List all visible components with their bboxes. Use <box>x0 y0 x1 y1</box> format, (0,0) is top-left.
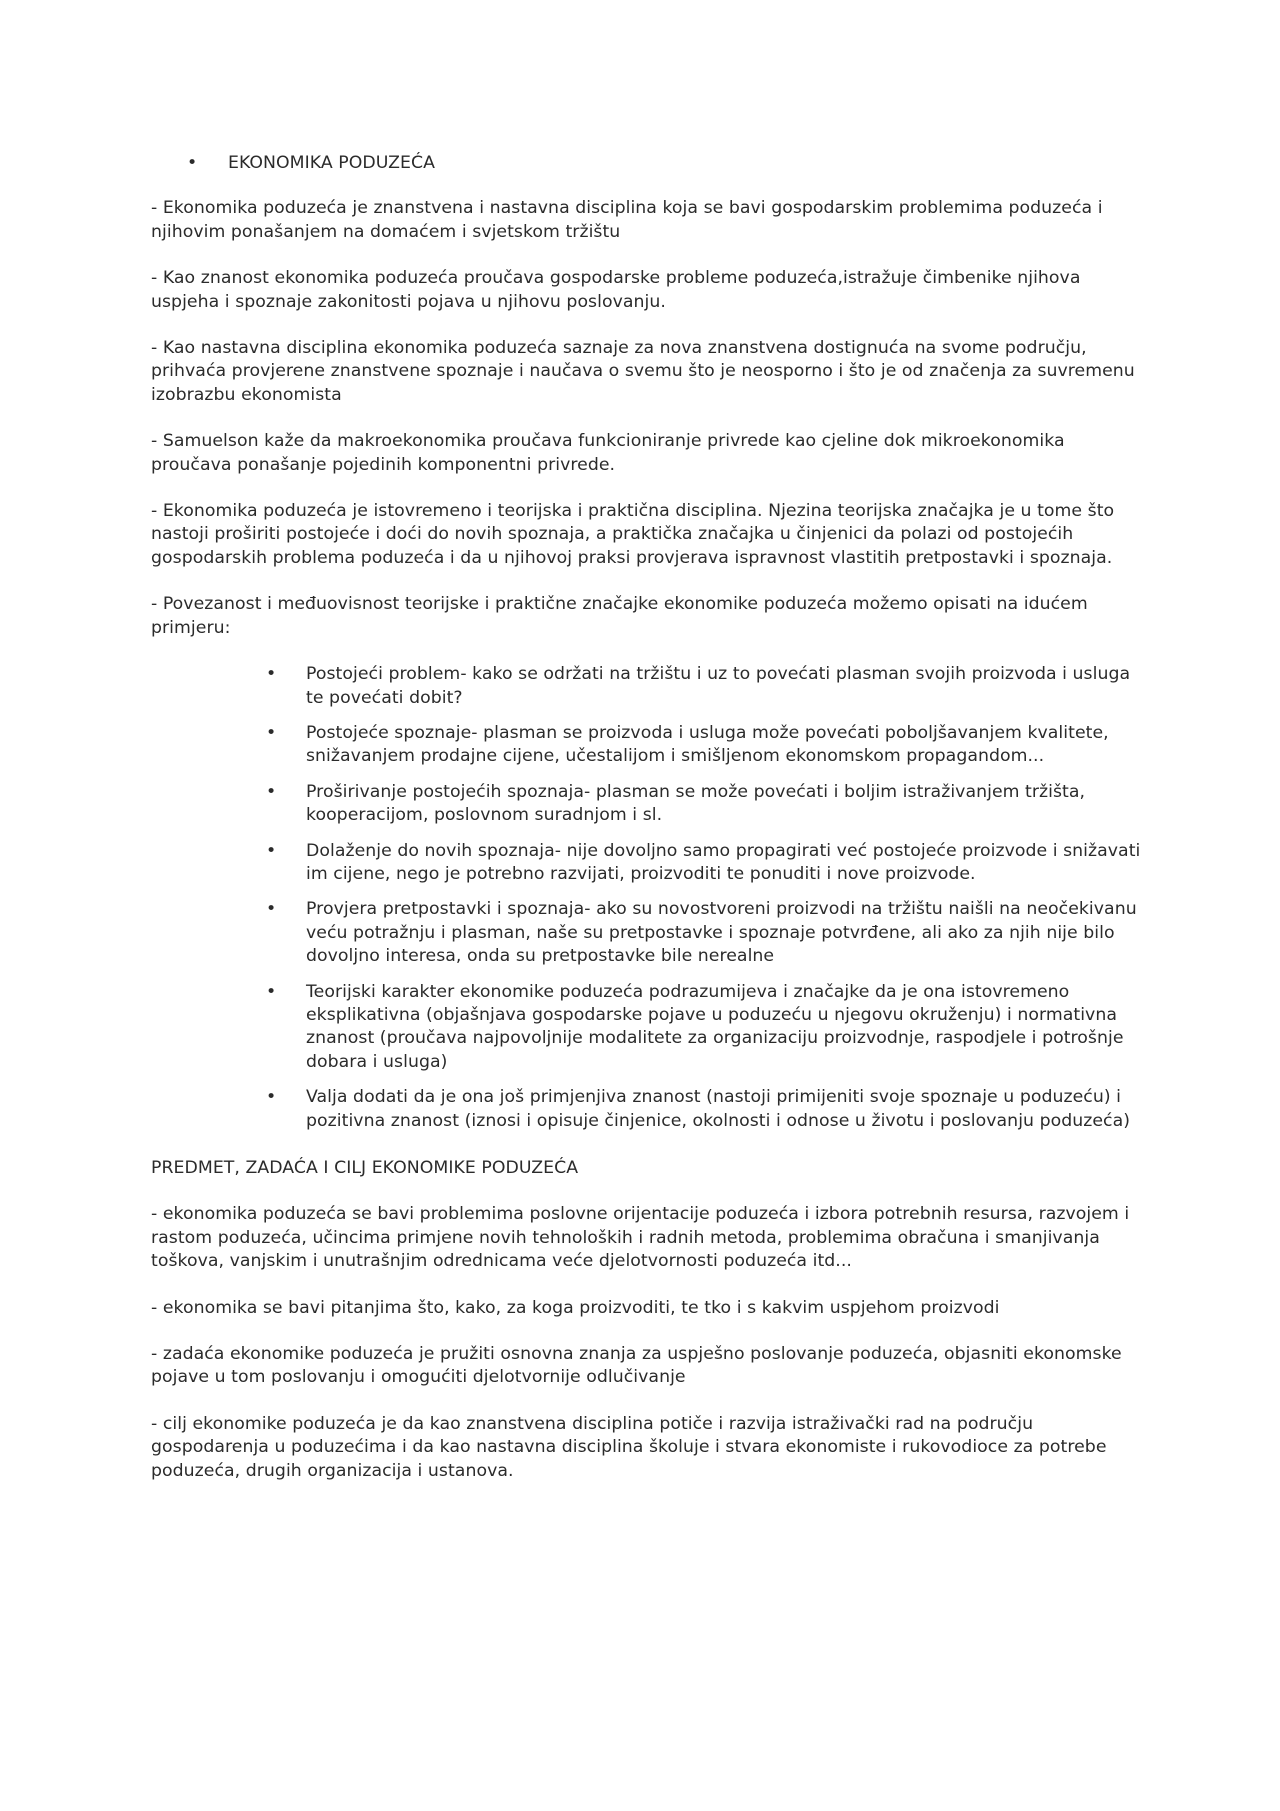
bullet-icon: • <box>266 840 277 861</box>
list-item <box>151 722 1141 769</box>
list-item <box>151 781 1141 828</box>
bullet-icon: • <box>266 1087 277 1108</box>
bullet-icon: • <box>187 153 198 173</box>
intro-paragraph: - Ekonomika poduzeća je istovremeno i teorijska i praktična disciplina. Njezina teorijska značajka je u tome što nastoji proširiti postojeće i doći do novih spoznaja, a praktička značajka u činjenici da polazi od postojećih gospodarskih problema poduzeća i da u njihovoj praksi provjerava ispravnost vlastitih pretpostavki i spoznaja. <box>151 501 1115 568</box>
document-heading <box>151 152 1141 175</box>
bullet-icon: • <box>266 722 277 743</box>
intro-paragraph: - Povezanost i međuovisnost teorijske i praktične značajke ekonomike poduzeća možemo opisati na idućem primjeru: <box>151 594 1088 638</box>
section-paragraph: - ekonomika se bavi pitanjima što, kako, za koga proizvoditi, te tko i s kakvim uspjehom proizvodi <box>151 1297 1000 1318</box>
intro-paragraph: - Kao znanost ekonomika poduzeća proučava gospodarske probleme poduzeća,istražuje čimbenike njihova uspjeha i spoznaje zakonitosti pojava u njihovu poslovanju. <box>151 268 1081 312</box>
list-item <box>151 663 1141 710</box>
bullet-icon: • <box>266 981 277 1002</box>
list-item-text: Dolaženje do novih spoznaja- nije dovoljno samo propagirati već postojeće proizvode i snižavati im cijene, nego je potrebno razvijati, proizvoditi te ponuditi i nove proizvode. <box>306 840 1141 884</box>
list-item <box>151 840 1141 887</box>
list-item <box>151 898 1141 968</box>
list-item-text: Provjera pretpostavki i spoznaja- ako su novostvoreni proizvodi na tržištu naišli na neočekivanu veću potražnju i plasman, naše su pretpostavke i spoznaje potvrđene, ali ako za njih nije bilo dovoljno interesa, onda su pretpostavke bile nerealne <box>306 899 1137 967</box>
list-item-text: Proširivanje postojećih spoznaja- plasman se može povećati i boljim istraživanjem tržišta, kooperacijom, poslovnom suradnjom i sl. <box>306 781 1086 826</box>
example-list <box>151 663 1141 1133</box>
list-item-text: Postojeći problem- kako se održati na tržištu i uz to povećati plasman svojih proizvoda i usluga te povećati dobit? <box>306 664 1131 708</box>
list-item-text: Teorijski karakter ekonomike poduzeća podrazumijeva i značajke da je ona istovremeno eksplikativna (objašnjava gospodarske pojave u poduzeću u njegovu okruženju) i normativna znanost (proučava najpovoljnije modalitete za organizaciju proizvodnje, raspodjele i potrošnje dobara i usluga) <box>306 981 1124 1072</box>
bullet-icon: • <box>266 899 277 920</box>
intro-paragraph: - Kao nastavna disciplina ekonomika poduzeća saznaje za nova znanstvena dostignuća na svome području, prihvaća provjerene znanstvene spoznaje i naučava o svemu što je neosporno i što je od značenja za suvremenu izobrazbu ekonomista <box>151 338 1135 405</box>
list-item-text: Postojeće spoznaje- plasman se proizvoda i usluga može povećati poboljšavanjem kvalitete, snižavanjem prodajne cijene, učestalijom i smišljenom ekonomskom propagandom... <box>306 722 1109 767</box>
section-paragraph: - zadaća ekonomike poduzeća je pružiti osnovna znanja za uspješno poslovanje poduzeća, objasniti ekonomske pojave u tom poslovanju i omogućiti djelotvornije odlučivanje <box>151 1344 1122 1388</box>
list-item <box>151 1086 1141 1133</box>
list-item <box>151 981 1141 1075</box>
list-item-text: Valja dodati da je ona još primjenjiva znanost (nastoji primijeniti svoje spoznaje u poduzeću) i pozitivna znanost (iznosi i opisuje činjenice, okolnosti i odnose u životu i poslovanju poduzeća) <box>306 1087 1131 1131</box>
document-body <box>151 152 1141 1506</box>
intro-paragraph: - Ekonomika poduzeća je znanstvena i nastavna disciplina koja se bavi gospodarskim problemima poduzeća i njihovim ponašanjem na domaćem i svjetskom tržištu <box>151 198 1103 242</box>
section-paragraph: - cilj ekonomike poduzeća je da kao znanstvena disciplina potiče i razvija istraživački rad na području gospodarenja u poduzećima i da kao nastavna disciplina školuje i stvara ekonomiste i rukovodioce za potrebe poduzeća, drugih organizacija i ustanova. <box>151 1413 1107 1481</box>
intro-paragraph: - Samuelson kaže da makroekonomika proučava funkcioniranje privrede kao cjeline dok mikroekonomika proučava ponašanje pojedinih komponentni privrede. <box>151 431 1065 475</box>
section-paragraph: - ekonomika poduzeća se bavi problemima poslovne orijentacije poduzeća i izbora potrebnih resursa, razvojem i rastom poduzeća, učincima primjene novih tehnoloških i radnih metoda, problemima obračuna i smanjivanja toškova, vanjskim i unutrašnjim odrednicama veće djelotvornosti poduzeća itd... <box>151 1204 1130 1272</box>
heading-text: EKONOMIKA PODUZEĆA <box>228 153 436 173</box>
section-title: PREDMET, ZADAĆA I CILJ EKONOMIKE PODUZEĆA <box>151 1158 579 1178</box>
bullet-icon: • <box>266 781 277 802</box>
bullet-icon: • <box>266 664 277 685</box>
